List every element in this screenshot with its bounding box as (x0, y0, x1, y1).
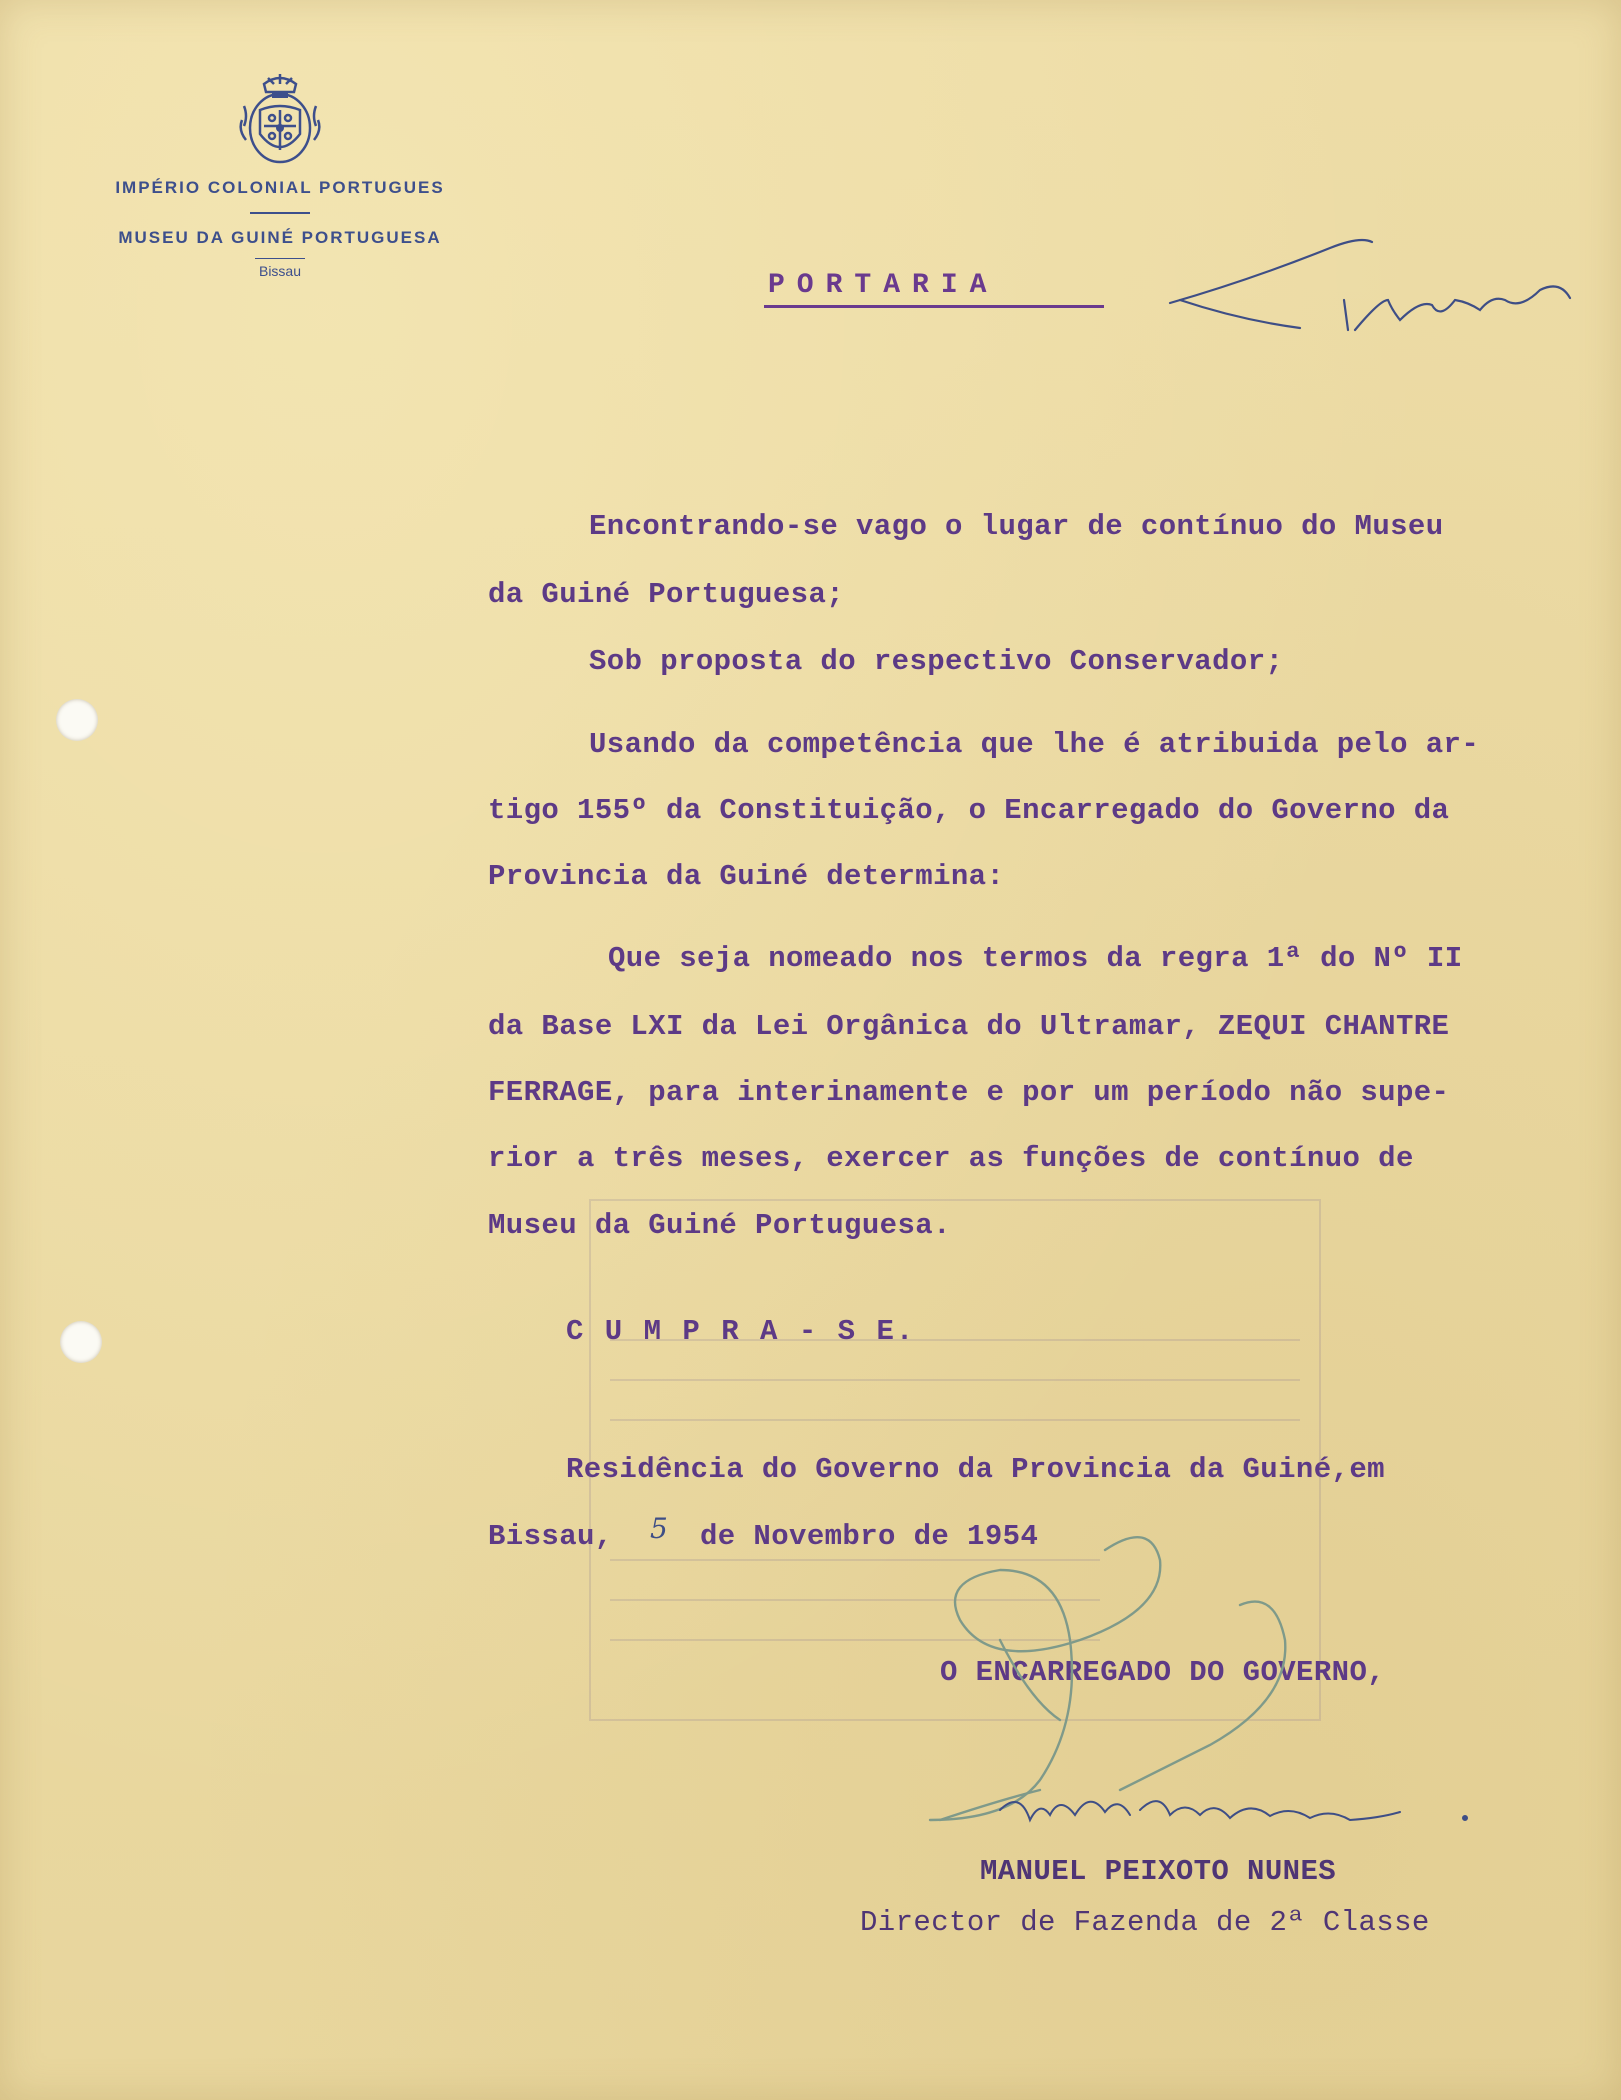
paragraph-line-5: tigo 155º da Constituição, o Encarregado do Governo da (488, 794, 1450, 827)
paragraph-line-10: rior a três meses, exercer as funções de contínuo de (488, 1142, 1414, 1175)
signatory-title: Director de Fazenda de 2ª Classe (860, 1906, 1430, 1939)
paragraph-line-1: Encontrando-se vago o lugar de contínuo do Museu (589, 510, 1444, 543)
letterhead-line-city: Bissau (258, 263, 302, 279)
signatory-role: O ENCARREGADO DO GOVERNO, (940, 1656, 1386, 1689)
cumpra-se-line: C U M P R A - S E. (566, 1315, 916, 1348)
faded-stamp (590, 1200, 1320, 1720)
date-day-handwritten: 5 (650, 1512, 669, 1545)
paragraph-line-9: FERRAGE, para interinamente e por um período não supe- (488, 1076, 1450, 1109)
paragraph-line-7: Que seja nomeado nos termos da regra 1ª do Nº II (608, 942, 1463, 975)
paragraph-line-4: Usando da competência que lhe é atribuida pelo ar- (589, 728, 1480, 761)
paragraph-line-6: Provincia da Guiné determina: (488, 860, 1005, 893)
paragraph-line-3: Sob proposta do respectivo Conservador; (589, 645, 1284, 678)
paragraph-line-2: da Guiné Portuguesa; (488, 578, 845, 611)
signatory-name: MANUEL PEIXOTO NUNES (980, 1855, 1337, 1888)
pencil-signature-top-right (1170, 240, 1570, 330)
document-title: PORTARIA (768, 270, 999, 301)
letterhead-line-empire: IMPÉRIO COLONIAL PORTUGUES (115, 178, 445, 197)
letterhead-line-museum: MUSEU DA GUINÉ PORTUGUESA (118, 228, 442, 247)
date-rest: de Novembro de 1954 (700, 1520, 1039, 1553)
date-prefix: Bissau, (488, 1520, 613, 1553)
paragraph-line-8: da Base LXI da Lei Orgânica do Ultramar, ZEQUI CHANTRE (488, 1010, 1450, 1043)
blue-signature (1000, 1801, 1467, 1820)
place-line: Residência do Governo da Provincia da Guiné,em (566, 1453, 1385, 1486)
green-signature (930, 1537, 1285, 1820)
paragraph-line-11: Museu da Guiné Portuguesa. (488, 1209, 951, 1242)
